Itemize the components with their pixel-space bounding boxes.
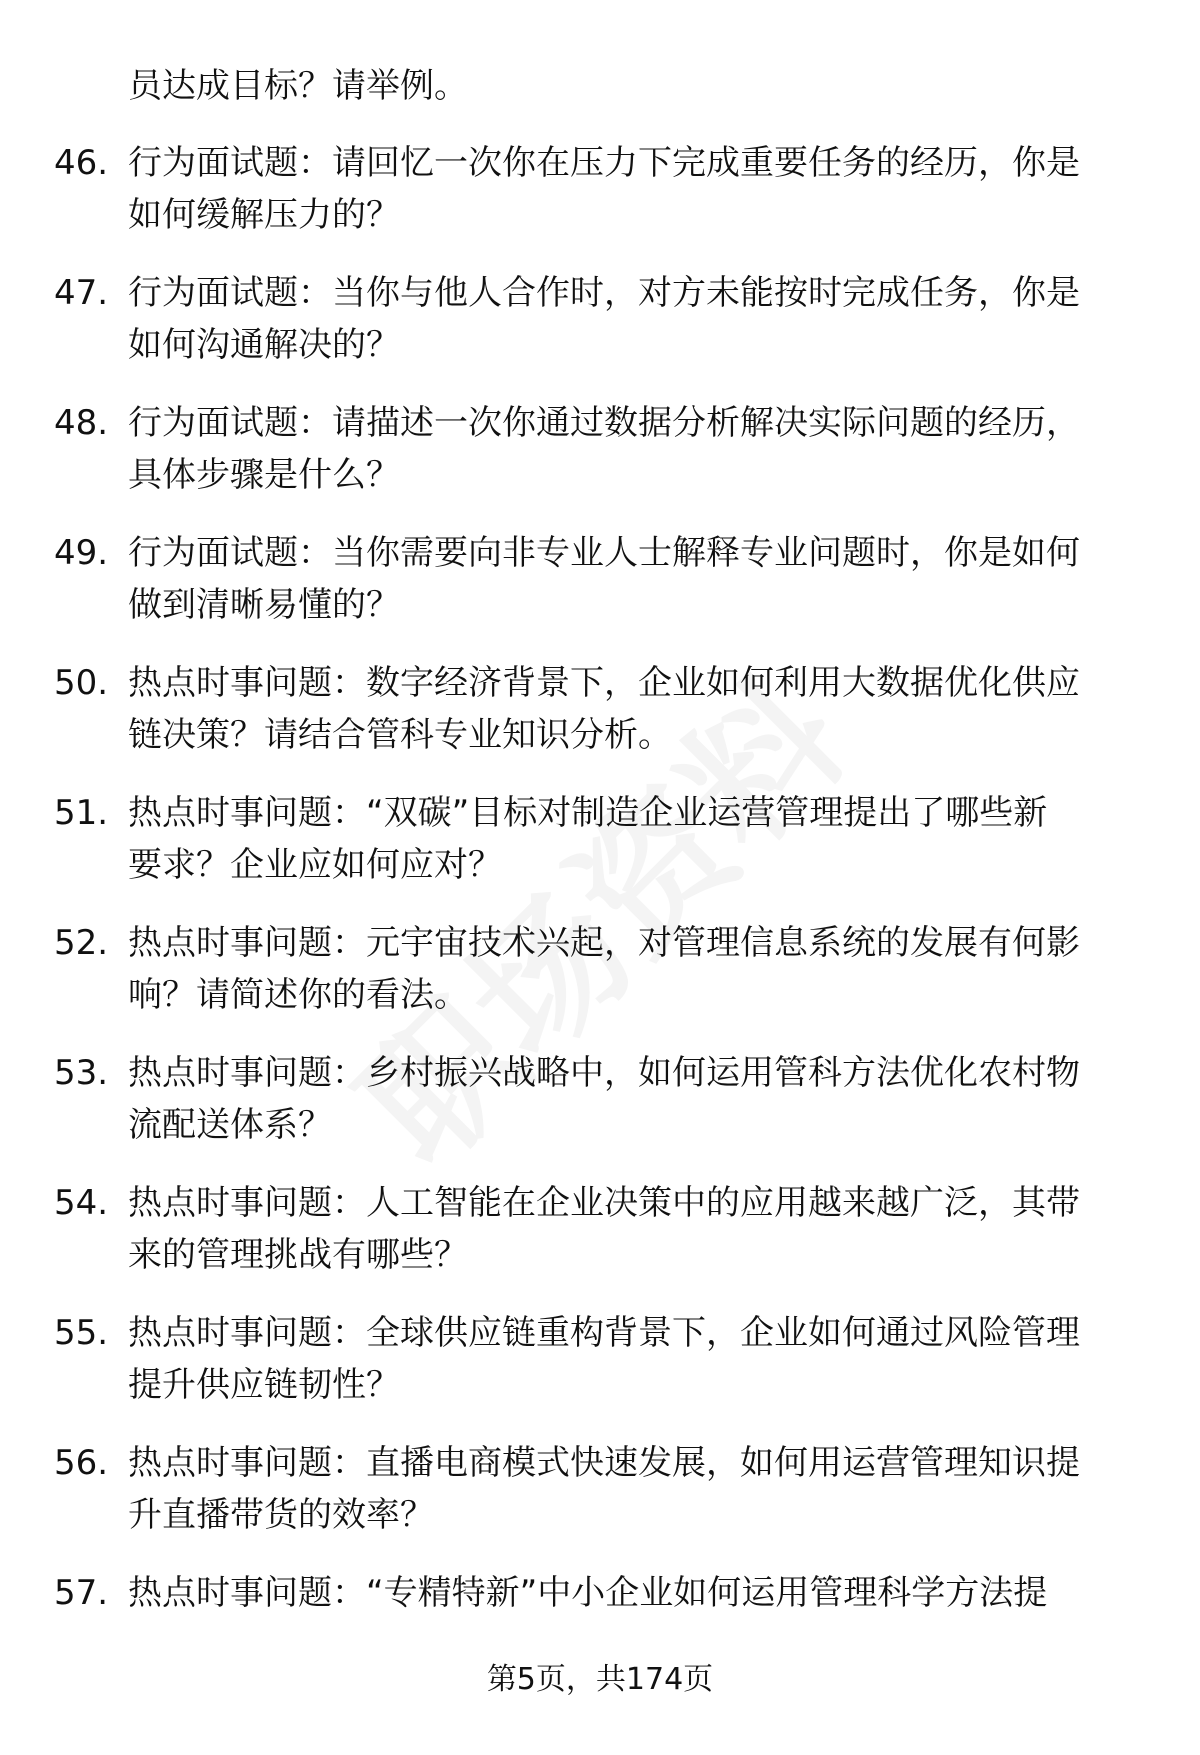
item-line: 行为面试题：请回忆一次你在压力下完成重要任务的经历，你是 bbox=[128, 143, 1080, 183]
list-item bbox=[0, 1437, 1200, 1567]
list-item bbox=[0, 267, 1200, 397]
item-number: 55. bbox=[54, 1313, 109, 1353]
item-line: 具体步骤是什么？ bbox=[128, 455, 400, 495]
item-line: 热点时事问题：直播电商模式快速发展，如何用运营管理知识提 bbox=[128, 1443, 1080, 1483]
list-item bbox=[0, 527, 1200, 657]
item-line: 如何沟通解决的？ bbox=[128, 325, 400, 365]
item-text bbox=[128, 787, 1138, 891]
item-line: 链决策？请结合管科专业知识分析。 bbox=[128, 715, 672, 755]
item-text bbox=[128, 657, 1138, 761]
item-text bbox=[128, 1437, 1138, 1541]
item-line: 升直播带货的效率？ bbox=[128, 1495, 434, 1535]
item-line: 行为面试题：当你与他人合作时，对方未能按时完成任务，你是 bbox=[128, 273, 1080, 313]
item-line: 热点时事问题：乡村振兴战略中，如何运用管科方法优化农村物 bbox=[128, 1053, 1080, 1093]
item-line: 热点时事问题：数字经济背景下，企业如何利用大数据优化供应 bbox=[128, 663, 1080, 703]
item-line: 热点时事问题：人工智能在企业决策中的应用越来越广泛，其带 bbox=[128, 1183, 1080, 1223]
item-number: 46. bbox=[54, 143, 109, 183]
item-line: 提升供应链韧性？ bbox=[128, 1365, 400, 1405]
list-item bbox=[0, 1177, 1200, 1307]
list-item bbox=[0, 1307, 1200, 1437]
item-line: 热点时事问题：全球供应链重构背景下，企业如何通过风险管理 bbox=[128, 1313, 1080, 1353]
list-item bbox=[0, 1047, 1200, 1177]
item-line: 响？请简述你的看法。 bbox=[128, 975, 468, 1015]
item-number: 56. bbox=[54, 1443, 109, 1483]
list-item bbox=[0, 657, 1200, 787]
item-line: 来的管理挑战有哪些？ bbox=[128, 1235, 468, 1275]
list-item bbox=[0, 137, 1200, 267]
list-item bbox=[0, 917, 1200, 1047]
item-line: 要求？企业应如何应对？ bbox=[128, 845, 502, 885]
item-text bbox=[128, 1307, 1138, 1411]
item-line: 热点时事问题：“双碳”目标对制造企业运营管理提出了哪些新 bbox=[128, 793, 1048, 833]
item-number: 47. bbox=[54, 273, 109, 313]
item-number: 48. bbox=[54, 403, 109, 443]
list-item bbox=[0, 787, 1200, 917]
item-text bbox=[128, 1177, 1138, 1281]
continuation-line: 员达成目标？请举例。 bbox=[128, 66, 468, 106]
item-number: 50. bbox=[54, 663, 109, 703]
page-number-footer: 第5页，共174页 bbox=[486, 1662, 714, 1697]
item-number: 52. bbox=[54, 923, 109, 963]
item-number: 57. bbox=[54, 1573, 109, 1613]
item-text bbox=[128, 397, 1138, 501]
item-number: 54. bbox=[54, 1183, 109, 1223]
item-text bbox=[128, 917, 1138, 1021]
item-line: 热点时事问题：元宇宙技术兴起，对管理信息系统的发展有何影 bbox=[128, 923, 1080, 963]
item-text bbox=[128, 1047, 1138, 1151]
item-number: 53. bbox=[54, 1053, 109, 1093]
item-text bbox=[128, 267, 1138, 371]
item-number: 49. bbox=[54, 533, 109, 573]
question-list bbox=[0, 137, 1200, 1697]
item-line: 热点时事问题：“专精特新”中小企业如何运用管理科学方法提 bbox=[128, 1573, 1048, 1613]
item-text bbox=[128, 137, 1138, 241]
item-line: 行为面试题：当你需要向非专业人士解释专业问题时，你是如何 bbox=[128, 533, 1080, 573]
item-line: 流配送体系？ bbox=[128, 1105, 332, 1145]
item-text bbox=[128, 527, 1138, 631]
item-text bbox=[128, 1567, 1138, 1619]
item-number: 51. bbox=[54, 793, 109, 833]
item-line: 如何缓解压力的？ bbox=[128, 195, 400, 235]
list-item bbox=[0, 397, 1200, 527]
item-line: 行为面试题：请描述一次你通过数据分析解决实际问题的经历， bbox=[128, 403, 1080, 443]
item-line: 做到清晰易懂的？ bbox=[128, 585, 400, 625]
